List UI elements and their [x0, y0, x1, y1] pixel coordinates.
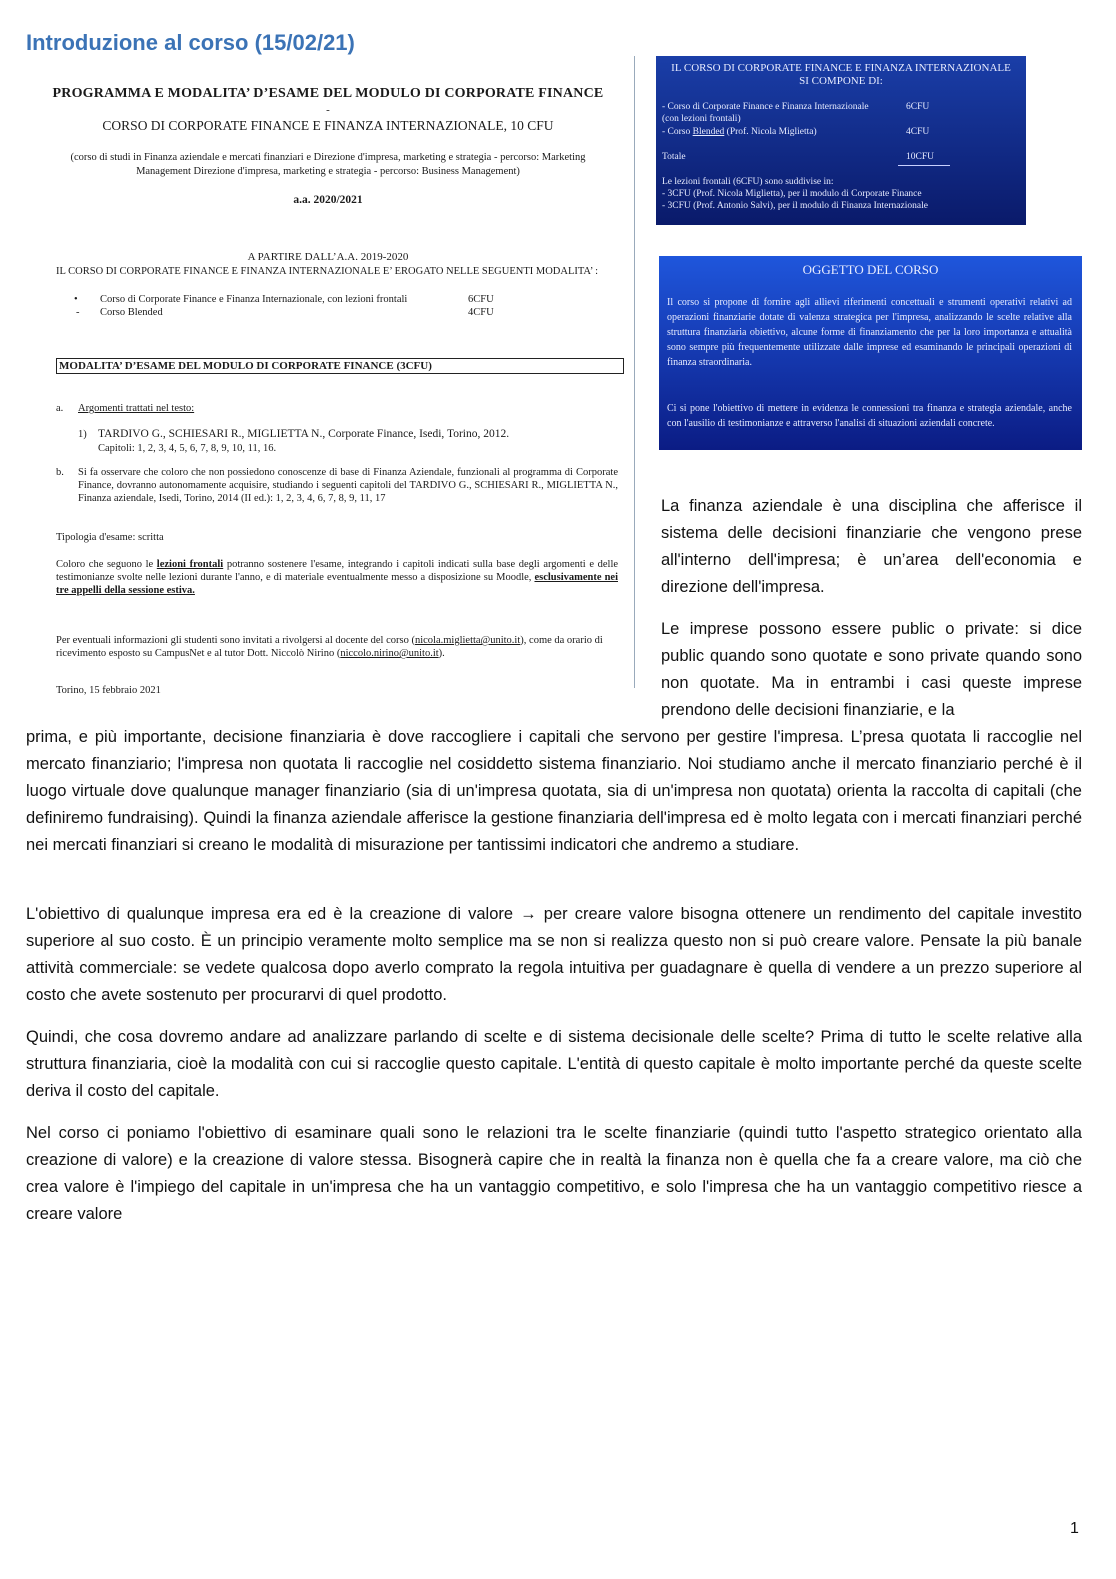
slide2-p2: Ci si pone l'obiettivo di mettere in evidenza le connessioni tra finanza e strategia aziendale, anche con l'ausilio di testimonianze e attraverso l'analisi di situazioni aziendali concrete.: [667, 403, 1072, 429]
slide1-row2: [662, 126, 817, 138]
book-chapters: Capitoli: 1, 2, 3, 4, 5, 6, 7, 8, 9, 10, 11, 16.: [98, 443, 277, 454]
frontal-underlined: lezioni frontali: [156, 559, 224, 570]
slide1-total-cfu: 10CFU: [906, 152, 934, 162]
exam-mode-box: MODALITA’ D’ESAME DEL MODULO DI CORPORATE FINANCE (3CFU): [56, 358, 624, 374]
course-name: CORSO DI CORPORATE FINANCE E FINANZA INTERNAZIONALE, 10 CFU: [102, 118, 554, 133]
slide1-lez2: - 3CFU (Prof. Antonio Salvi), per il modulo di Finanza Internazionale: [662, 201, 928, 211]
page-number: 1: [1070, 1520, 1079, 1537]
slide1-row1-cfu: 6CFU: [906, 102, 930, 112]
info-end: ).: [438, 648, 445, 659]
slide1-row1b: (con lezioni frontali): [662, 114, 741, 124]
tutor-email-link[interactable]: niccolo.nirino@unito.it: [340, 648, 439, 659]
point-a-label: a.: [56, 403, 64, 414]
frontal-mid: potranno sostenere l'esame, integrando i capitoli indicati sulla base degli argomenti e delle testimonianze svolte nelle lezioni durante l'anno, e di materiale eventualmente messo a disposizione su Moodle,: [56, 559, 619, 583]
exam-type: Tipologia d'esame: scritta: [56, 532, 164, 543]
slide2-p1: Il corso si propone di fornire agli allievi riferimenti concettuali e strumenti operativi relativi ad operazioni finanziarie dotate di valenza strategica per l'impresa, analizzando le scelte relative alla struttura finanziaria obiettivo, alcune forme di finanziamento che per la loro importanza e attualità sono sempre più frequentemente utilizzate dalle imprese ed esaminando le principali operazioni di finanza straordinaria.: [667, 297, 1072, 368]
bullet-dot: •: [74, 294, 78, 305]
exam-program-scan: [28, 56, 634, 696]
scan-date: Torino, 15 febbraio 2021: [56, 685, 161, 696]
slide1-row2-post: (Prof. Nicola Miglietta): [726, 127, 817, 137]
paragraph-obiettivo: L'obiettivo di qualunque impresa era ed è la creazione di valore → per creare valore bisogna ottenere un rendimento del capitale investito superiore al suo costo. È un principio veramente molto semplice ma se non si realizza questo non si può creare valore. Pensate la più banale attività commerciale: se vedete qualcosa dopo averlo comprato la regola intuitiva per guadagnare è quella di vendere a un prezzo superiore al costo che avete sostenuto per procurarvi di quel prodotto.: [26, 905, 1082, 1004]
mode1-cfu: 6CFU: [468, 294, 494, 305]
mode2-label: Corso Blended: [100, 307, 163, 318]
slide1-row2-blended: Blended: [692, 127, 725, 137]
frontal-pre: Coloro che seguono le: [56, 559, 154, 570]
slide1-total-rule: [898, 165, 950, 166]
slide1-total: Totale: [662, 152, 686, 162]
course-students: (corso di studi in Finanza aziendale e mercati finanziari e Direzione d'impresa, marketing e strategia - percorso: Marketing Management Direzione d'impresa, marketing e strategia - percorso: Business Management): [70, 152, 586, 177]
erogato-text: IL CORSO DI CORPORATE FINANCE E FINANZA INTERNAZIONALE E’ EROGATO NELLE SEGUENTI MODALITA’ :: [56, 266, 599, 277]
point-b-label: b.: [56, 467, 64, 478]
book-ref: TARDIVO G., SCHIESARI R., MIGLIETTA N., Corporate Finance, Isedi, Torino, 2012.: [98, 428, 510, 440]
slide1-row2-cfu: 4CFU: [906, 127, 930, 137]
frontal-lessons-note: [56, 558, 618, 597]
slide1-lez1: - 3CFU (Prof. Nicola Miglietta), per il modulo di Corporate Finance: [662, 189, 922, 199]
slide2-title: OGGETTO DEL CORSO: [802, 262, 939, 277]
mode2-cfu: 4CFU: [468, 307, 494, 318]
paragraph-public-private-start: Le imprese possono essere public o private: si dice public quando sono quotate e sono private quando sono non quotate. Ma in entrambi i casi queste imprese prendono delle decisioni finanziarie, e la: [661, 620, 1082, 719]
paragraph-scelte: Quindi, che cosa dovremo andare ad analizzare parlando di scelte e di sistema decisionale delle scelte? Prima di tutto le scelte relative alla struttura finanziaria, cioè la modalità con cui si raccoglie questo capitale. L'entità di questo capitale è molto importante perché da queste scelte deriva il costo del capitale.: [26, 1028, 1082, 1100]
slide1-lez: Le lezioni frontali (6CFU) sono suddivise in:: [662, 177, 834, 187]
point-b-text: Si fa osservare che coloro che non possiedono conoscenze di base di Finanza Aziendale, funzionali al programma di Corporate Finance, dovranno autonomamente acquisire, studiando i seguenti capitoli del TARDIVO G., SCHIESARI R., MIGLIETTA N., Finanza aziendale, Isedi, Torino, 2014 (II ed.): 1, 2, 3, 4, 6, 7, 8, 9, 11, 17: [78, 467, 618, 504]
page-title: Introduzione al corso (15/02/21): [26, 30, 355, 55]
info-pre: Per eventuali informazioni gli studenti sono invitati a rivolgersi al docente del corso (: [56, 635, 415, 646]
frontal-end: esclusivamente nei tre appelli della sessione estiva.: [56, 572, 618, 596]
program-title: PROGRAMMA E MODALITA’ D’ESAME DEL MODULO DI CORPORATE FINANCE: [52, 86, 604, 101]
slide1-row1: - Corso di Corporate Finance e Finanza Internazionale: [662, 102, 869, 112]
paragraph-relazioni: Nel corso ci poniamo l'obiettivo di esaminare quali sono le relazioni tra le scelte finanziarie (quindi tutto l'aspetto strategico orientato alla creazione di valore) e la creazione di valore stessa. Bisognerà capire che in realtà la finanza non è quella che fa a creare valore, ma ciò che crea valore è l'impiego del capitale in un'impresa che ha un vantaggio competitivo, e solo l'impresa che ha un vantaggio competitivo riesce a creare valore: [26, 1124, 1082, 1223]
paragraph-public-private-cont: prima, e più importante, decisione finanziaria è dove raccogliere i capitali che servono per gestire l'impresa. L’presa quotata li raccoglie nel mercato finanziario; l'impresa non quotata li raccoglie nel cosiddetto sistema finanziario. Noi studiamo anche il mercato finanziario perché è il luogo virtuale dove qualunque manager finanziario (sia di un'impresa quotata, sia di un'impresa non quotata) orienta la raccolta di capitali (che definiremo fundraising). Quindi la finanza aziendale afferisce la gestione finanziaria dell'impresa ed è molto legata con i mercati finanziari perché nei mercati finanziari si creano le modalità di misurazione per tantissimi indicatori che andremo a studiare.: [26, 728, 1082, 854]
slide-course-composition: [656, 56, 1026, 225]
slide-course-object: [659, 256, 1082, 450]
info-mid: ), come da orario di ricevimento esposto su CampusNet e al tutor Dott. Niccolò Nirino (: [56, 635, 603, 659]
scan-divider: [634, 56, 635, 688]
academic-year: a.a. 2020/2021: [293, 194, 363, 206]
mode1-label: Corso di Corporate Finance e Finanza Internazionale, con lezioni frontali: [100, 294, 408, 305]
slide1-row2-pre: - Corso: [662, 127, 691, 137]
point-a-text: Argomenti trattati nel testo:: [78, 403, 195, 414]
teacher-email-link[interactable]: nicola.miglietta@unito.it: [414, 635, 521, 646]
bullet-dash: -: [76, 307, 80, 318]
contact-info: [56, 634, 618, 660]
from-year: A PARTIRE DALL’A.A. 2019-2020: [247, 251, 409, 263]
slide1-title-line2: SI COMPONE DI:: [799, 75, 883, 87]
book-number: 1): [78, 429, 87, 440]
paragraph-finanza-aziendale: La finanza aziendale è una disciplina che afferisce il sistema delle decisioni finanziarie che vengono prese all'interno dell'impresa; è un’area dell'economia e direzione dell'impresa.: [661, 497, 1082, 596]
slide1-title-line1: IL CORSO DI CORPORATE FINANCE E FINANZA INTERNAZIONALE: [671, 62, 1011, 74]
program-dash: -: [326, 104, 330, 116]
